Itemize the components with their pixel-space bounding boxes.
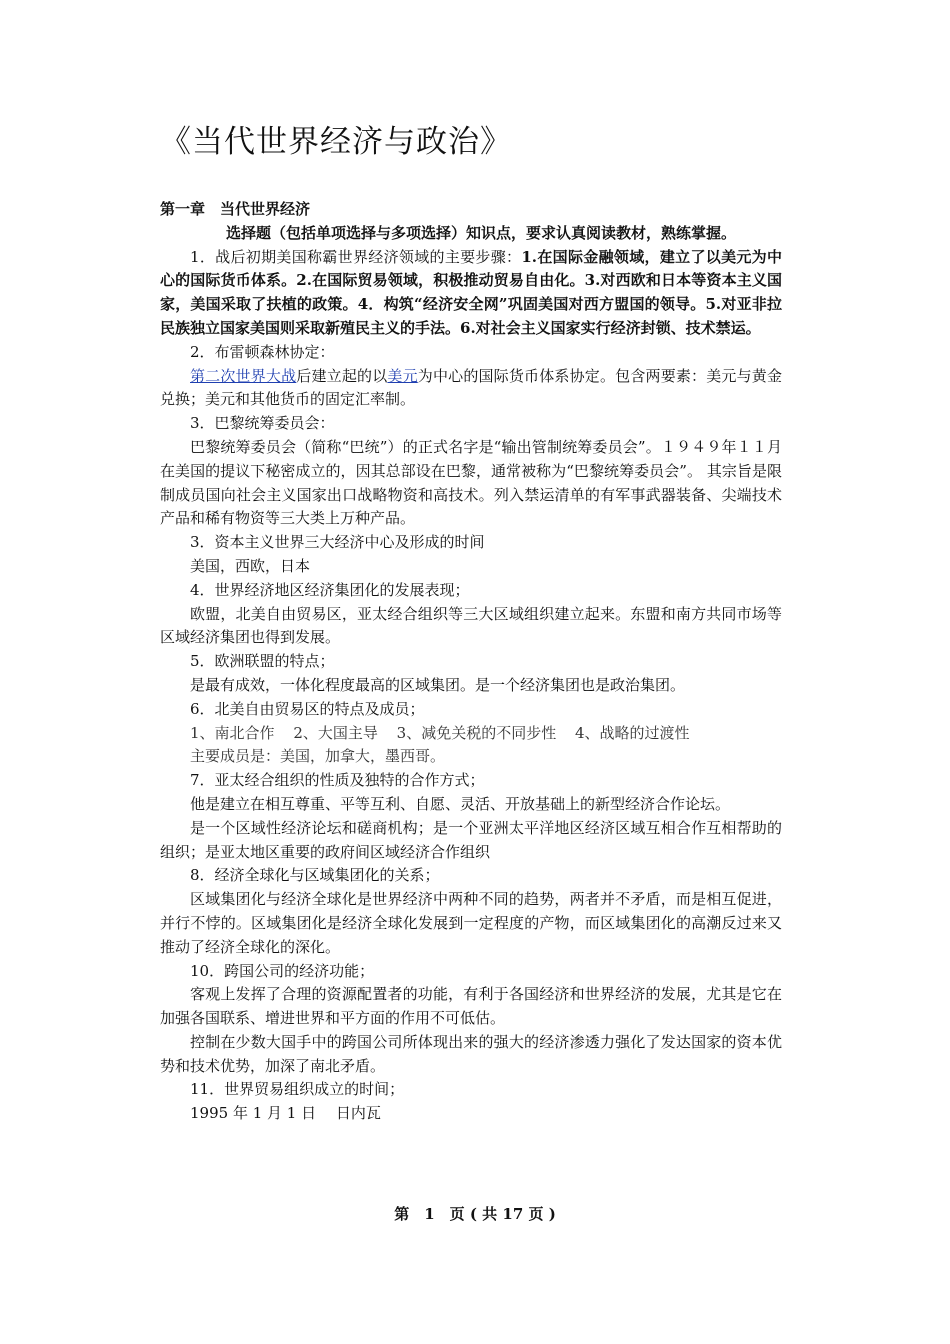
q7-answer-1: 他是建立在相互尊重、平等互利、自愿、灵活、开放基础上的新型经济合作论坛。 <box>190 794 731 813</box>
q6-members: 主要成员是：美国，加拿大，墨西哥。 <box>190 747 446 766</box>
q11-answer: 1995 年 1 月 1 日 日内瓦 <box>190 1104 381 1123</box>
q8-answer: 区域集团化与经济全球化是世界经济中两种不同的趋势，两者并不矛盾，而是相互促进，并行不悖的。区域集团化是经济全球化发展到一定程度的产物，而区域集团化的高潮反过来又推动了经济全球化的深化。 <box>160 890 782 956</box>
q10-label: 10．跨国公司的经济功能； <box>190 961 375 980</box>
q6-option-4: 4、战略的过渡性 <box>574 723 690 742</box>
chapter-heading: 第一章 当代世界经济 <box>160 200 311 218</box>
intro-text: 选择题（包括单项选择与多项选择）知识点，要求认真阅读教材，熟练掌握。 <box>226 223 737 242</box>
q10-answer-2: 控制在少数大国手中的跨国公司所体现出来的强大的经济渗透力强化了发达国家的资本优势和技术优势，加深了南北矛盾。 <box>160 1032 782 1075</box>
q2-text2: 为中心的国际货币体系协定。包含两要素：美元与黄金兑换；美元和其他货币的固定汇率制。 <box>160 366 782 409</box>
page-footer: 第 1 页 ( 共 17 页 ) <box>394 1205 556 1223</box>
q6-option-2: 2、大国主导 <box>293 723 378 742</box>
q1-answer-text: 1.在国际金融领域，建立了以美元为中心的国际货币体系。2.在国际贸易领域，积极推动贸易自由化。3.对西欧和日本等资本主义国家，美国采取了扶植的政策。4．构筑“经济安全网”巩固美国对西方盟国的领导。5.对亚非拉民族独立国家美国则采取新殖民主义的手法。6.对社会主义国家实行经济封锁、技术禁运。 <box>160 247 782 337</box>
q2-answer <box>160 365 782 413</box>
document-title: 《当代世界经济与政治》 <box>160 124 512 160</box>
q6-option-3: 3、减免关税的不同步性 <box>396 723 557 742</box>
q2-text1: 后建立起的以 <box>296 366 388 385</box>
q6-options <box>160 722 782 746</box>
link-ww2[interactable]: 第二次世界大战 <box>190 366 297 385</box>
q2-label: 2．布雷顿森林协定： <box>190 342 335 361</box>
q1-paragraph <box>160 246 782 341</box>
q11-label: 11．世界贸易组织成立的时间； <box>190 1080 405 1099</box>
q3a-label: 3．巴黎统筹委员会： <box>190 414 335 433</box>
q4-answer: 欧盟，北美自由贸易区，亚太经合组织等三大区域组织建立起来。东盟和南方共同市场等区域经济集团也得到发展。 <box>160 604 782 647</box>
q3b-label: 3．资本主义世界三大经济中心及形成的时间 <box>190 533 485 552</box>
q5-label: 5．欧洲联盟的特点； <box>190 652 335 671</box>
q7-answer-2: 是一个区域性经济论坛和磋商机构；是一个亚洲太平洋地区经济区域互相合作互相帮助的组织；是亚太地区重要的政府间区域经济合作组织 <box>160 818 782 861</box>
q3b-answer: 美国，西欧，日本 <box>190 556 311 575</box>
q3a-answer: 巴黎统筹委员会（简称“巴统”）的正式名字是“输出管制统筹委员会”。１９４９年１１月在美国的提议下秘密成立的，因其总部设在巴黎，通常被称为“巴黎统筹委员会”。 其宗旨是限制成员国向社会主义国家出口战略物资和高技术。列入禁运清单的有军事武器装备、尖端技术产品和稀有物资等三大类上万种产品。 <box>160 437 782 528</box>
q4-label: 4．世界经济地区经济集团化的发展表现； <box>190 580 470 599</box>
link-usd[interactable]: 美元 <box>387 366 418 385</box>
q5-answer: 是最有成效，一体化程度最高的区域集团。是一个经济集团也是政治集团。 <box>190 675 686 694</box>
document-body <box>160 198 782 1126</box>
q8-label: 8．经济全球化与区域集团化的关系； <box>190 866 440 885</box>
q7-label: 7．亚太经合组织的性质及独特的合作方式； <box>190 771 485 790</box>
q6-label: 6．北美自由贸易区的特点及成员； <box>190 699 425 718</box>
q6-option-1: 1、南北合作 <box>190 723 275 742</box>
q1-label-text: 1．战后初期美国称霸世界经济领域的主要步骤： <box>190 247 522 266</box>
q10-answer-1: 客观上发挥了合理的资源配置者的功能，有利于各国经济和世界经济的发展，尤其是它在加强各国联系、增进世界和平方面的作用不可低估。 <box>160 985 782 1028</box>
